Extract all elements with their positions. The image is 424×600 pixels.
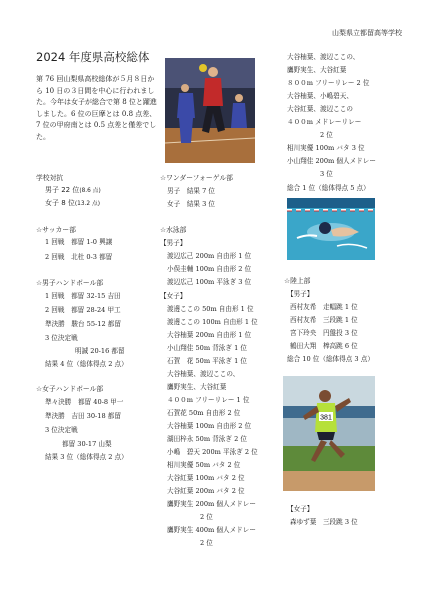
boys-handball-result: 3 位決定戦: [45, 334, 78, 342]
school-name: 山梨県立都留高等学校: [332, 29, 402, 37]
track-boys-label: 【男子】: [287, 290, 314, 298]
swimming-result: 相川実優 100m バタ 3 位: [287, 144, 365, 152]
boys-handball-heading: ☆男子ハンドボール部: [36, 279, 104, 287]
girls-handball-result: 都留 30‐17 山梨: [62, 440, 112, 448]
swimming-result: 大谷柚葉、渡辺ここの、: [167, 370, 240, 378]
swimming-result: 小俣圭輔 100m 自由形 2 位: [167, 265, 252, 273]
girls-overall: [45, 199, 100, 208]
swimming-result: 大谷紅葉 200m バタ 2 位: [167, 487, 245, 495]
boys-handball-result: 2 回戦 都留 28‐24 甲工: [45, 306, 121, 314]
swimming-result: ８００m フリーリレー 2 位: [287, 79, 370, 87]
track-total: 総合 10 位（総体得点 3 点）: [287, 355, 374, 363]
track-result: 鶴田大翔 棒高跳 6 位: [290, 342, 358, 350]
soccer-result: 2 回戦 北杜 0‐3 都留: [45, 253, 113, 261]
swimming-result: 鷹野実生、大谷紅葉: [287, 66, 347, 74]
swimming-result: 渡辺広己 100m 平泳ぎ 3 位: [167, 278, 252, 286]
swimming-result: 渡邊ここの 50m 自由形 1 位: [167, 305, 254, 313]
swimming-boys-label: 【男子】: [160, 239, 187, 247]
swimming-result: 鷹野実生 200m 個人メドレー: [167, 500, 256, 508]
long-jump-photo: [283, 376, 375, 491]
swimming-result: 2 位: [200, 539, 213, 547]
swimming-photo: [287, 198, 375, 260]
swimming-result: ４００m メドレーリレー: [287, 118, 362, 126]
boys-handball-total: 結果 4 位（総体得点 2 点）: [45, 360, 128, 368]
boys-handball-result: 1 回戦 都留 32‐15 吉田: [45, 292, 121, 300]
girls-handball-result: 3 位決定戦: [45, 426, 78, 434]
swimming-result: 大谷柚葉 200m 自由形 1 位: [167, 331, 252, 339]
swimming-result: 大谷柚葉 100m 自由形 2 位: [167, 422, 252, 430]
swimming-result: 渡辺広己 200m 自由形 1 位: [167, 252, 252, 260]
swimming-result: 石賀花 50m 自由形 2 位: [167, 409, 241, 417]
swimming-result: 小嶋 碧天 200m 平泳ぎ 2 位: [167, 448, 258, 456]
boys-rank: 男子 22 位: [45, 186, 80, 194]
bib-number: 381: [320, 414, 332, 422]
track-result: 西村友希 走幅跳 1 位: [290, 303, 358, 311]
boys-overall: [45, 186, 101, 195]
girls-handball-heading: ☆女子ハンドボール部: [36, 385, 104, 393]
girls-rank: 女子 8 位: [45, 199, 75, 207]
soccer-result: 1 回戦 都留 1‐0 興譲: [45, 238, 113, 246]
swimming-result: 大谷柚葉、小嶋碧天、: [287, 92, 353, 100]
girls-handball-result: 準決勝 吉田 30‐18 都留: [45, 412, 121, 420]
overall-heading: 学校対抗: [36, 174, 64, 182]
swimming-heading: ☆水泳部: [160, 226, 187, 234]
boys-handball-result: 明誠 20‐16 都留: [75, 347, 125, 355]
track-result: 宮下玲央 円盤投 3 位: [290, 329, 358, 337]
swimming-result: 2 位: [320, 131, 333, 139]
swimming-result: 鷹野実生 400m 個人メドレー: [167, 526, 256, 534]
swimming-result: 湖田梓永 50m 背泳ぎ 2 位: [167, 435, 247, 443]
boys-handball-result: 準決勝 駿台 55‐12 都留: [45, 320, 121, 328]
boys-points: (8.6 点): [79, 188, 101, 194]
track-girls-label: 【女子】: [287, 505, 314, 513]
girls-handball-result: 準々決勝 都留 40‐8 甲一: [45, 398, 124, 406]
swimming-result: 石賀 花 50m 平泳ぎ 1 位: [167, 357, 247, 365]
soccer-heading: ☆サッカー部: [36, 226, 76, 234]
swimming-result: 3 位: [320, 170, 333, 178]
swimming-result: 2 位: [200, 513, 213, 521]
swimming-result: 大谷紅葉 100m バタ 2 位: [167, 474, 245, 482]
intro-paragraph: 第 76 回山梨県高校総体が５月８日から 10 日の３日間を中心に行われました。今年は女子が総合で第 8 位と躍進しました。6 位の巨摩とは 0.8 点差、7 位の甲府南とは 0.5 点差と僅差でした。: [36, 75, 157, 141]
girls-handball-total: 結果 3 位（総体得点 2 点）: [45, 453, 128, 461]
swimming-result: 大谷紅葉、渡辺ここの: [287, 105, 353, 113]
swimming-result: 小山翔佳 200m 個人メドレー: [287, 157, 376, 165]
wondervogel-result: 女子 結果 3 位: [167, 200, 215, 208]
wondervogel-result: 男子 結果 7 位: [167, 187, 215, 195]
swimming-result: 相川実優 50m バタ 2 位: [167, 461, 241, 469]
handball-photo: [165, 58, 255, 163]
swimming-result: ４００m フリーリレー 1 位: [167, 396, 250, 404]
track-result: 西村友希 三段跳 1 位: [290, 316, 358, 324]
track-result: 森ゆず葉 三段跳 3 位: [290, 518, 358, 526]
swimming-result: 小山翔佳 50m 背泳ぎ 1 位: [167, 344, 247, 352]
swimming-total: 総合 1 位（総体得点 5 点）: [287, 184, 370, 192]
page-title: 2024 年度県高校総体: [36, 50, 150, 64]
swimming-girls-label: 【女子】: [160, 292, 187, 300]
girls-points: (13.2 点): [74, 201, 100, 207]
wondervogel-heading: ☆ワンダーフォーゲル部: [160, 174, 233, 182]
swimming-result: 鷹野実生、大谷紅葉: [167, 383, 227, 391]
track-heading: ☆陸上部: [284, 277, 311, 285]
swimming-result: 渡邊ここの 100m 自由形 1 位: [167, 318, 258, 326]
swimming-result: 大谷柚葉、渡辺ここの、: [287, 53, 360, 61]
